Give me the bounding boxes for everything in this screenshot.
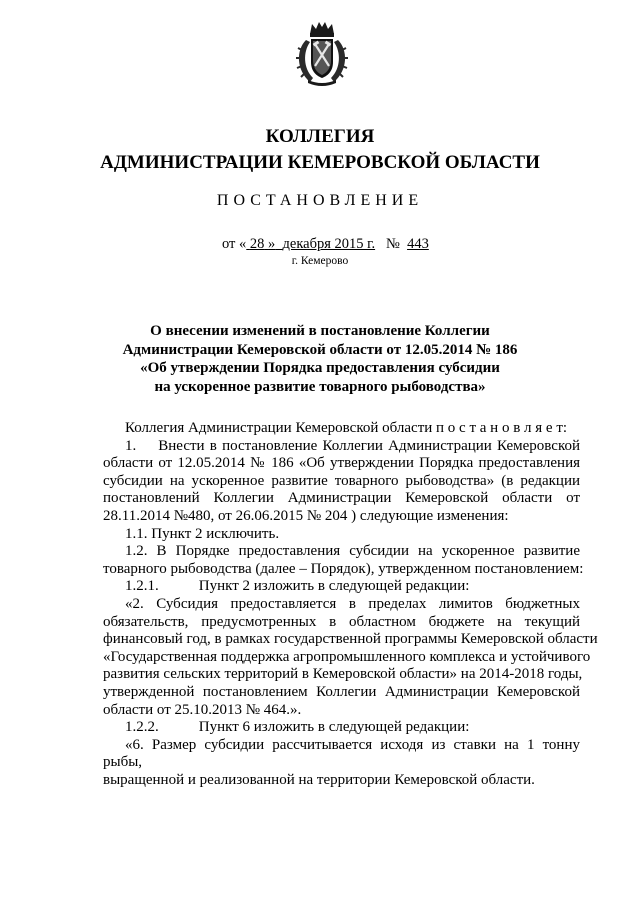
org-title-line1: КОЛЛЕГИЯ <box>265 126 375 147</box>
date-mid: » <box>268 236 276 252</box>
date-month-year: декабря 2015 г. <box>282 236 376 252</box>
paragraph-1-line: области от 12.05.2014 № 186 «Об утверждении Порядка предоставления <box>103 455 580 472</box>
subject-line: О внесении изменений в постановление Коллегии <box>150 323 490 339</box>
paragraph-1-line: 28.11.2014 №480, от 26.06.2015 № 204 ) следующие изменения: <box>103 507 509 524</box>
quote-6-line: выращенной и реализованной на территории Кемеровской области. <box>103 771 535 788</box>
document-type: ПОСТАНОВЛЕНИЕ <box>216 192 424 209</box>
paragraph-1-line: субсидии на ускоренное развитие товарного рыбоводства» (в редакции <box>103 472 580 489</box>
document-body <box>103 420 598 789</box>
quote-6-line: «6. Размер субсидии рассчитывается исходя из ставки на 1 тонну рыбы, <box>103 736 580 771</box>
quote-2-line: развития сельских территорий в Кемеровской области» на 2014-2018 годы, <box>103 666 583 683</box>
date-number-line <box>222 236 429 253</box>
document-subject <box>100 322 540 396</box>
quote-2-line: утвержденной постановлением Коллегии Администрации Кемеровской <box>103 683 580 700</box>
paragraph-1-2-line: 1.2. В Порядке предоставления субсидии на ускоренное развитие <box>125 543 580 560</box>
paragraph-1-2-1: 1.2.1. Пункт 2 изложить в следующей редакции: <box>125 578 470 595</box>
paragraph-1-line: 1. Внести в постановление Коллегии Администрации Кемеровской <box>125 437 580 454</box>
paragraph-1-2-line: товарного рыбоводства (далее – Порядок), утвержденном постановлением: <box>103 560 584 577</box>
city-name: г. Кемерово <box>291 255 349 267</box>
subject-line: Администрации Кемеровской области от 12.05.2014 № 186 <box>122 341 518 358</box>
quote-2-line: «2. Субсидия предоставляется в пределах лимитов бюджетных <box>125 595 580 612</box>
number-sign: № <box>385 236 400 252</box>
paragraph-1-line: постановлений Коллегии Администрации Кемеровской области от <box>103 490 580 507</box>
document-number: 443 <box>407 236 429 252</box>
paragraph-1-2-2: 1.2.2. Пункт 6 изложить в следующей редакции: <box>125 719 470 736</box>
org-title-line2: АДМИНИСТРАЦИИ КЕМЕРОВСКОЙ ОБЛАСТИ <box>100 152 540 173</box>
paragraph-1-1: 1.1. Пункт 2 исключить. <box>125 525 280 542</box>
date-prefix: от « <box>222 236 247 252</box>
subject-line: «Об утверждении Порядка предоставления субсидии <box>140 360 500 376</box>
date-day: 28 <box>249 236 265 252</box>
quote-2-line: области от 25.10.2013 № 464.». <box>103 701 302 718</box>
intro-paragraph: Коллегия Администрации Кемеровской области п о с т а н о в л я е т: <box>125 420 568 436</box>
quote-2-line: финансовый год, в рамках государственной программы Кемеровской области <box>103 631 598 648</box>
quote-2-line: обязательств, предусмотренных в областном бюджете на текущий <box>103 613 580 630</box>
quote-2-line: «Государственная поддержка агропромышленного комплекса и устойчивого <box>103 648 591 665</box>
subject-line: на ускоренное развитие товарного рыбоводства» <box>154 378 486 395</box>
coat-of-arms-emblem <box>294 20 350 88</box>
